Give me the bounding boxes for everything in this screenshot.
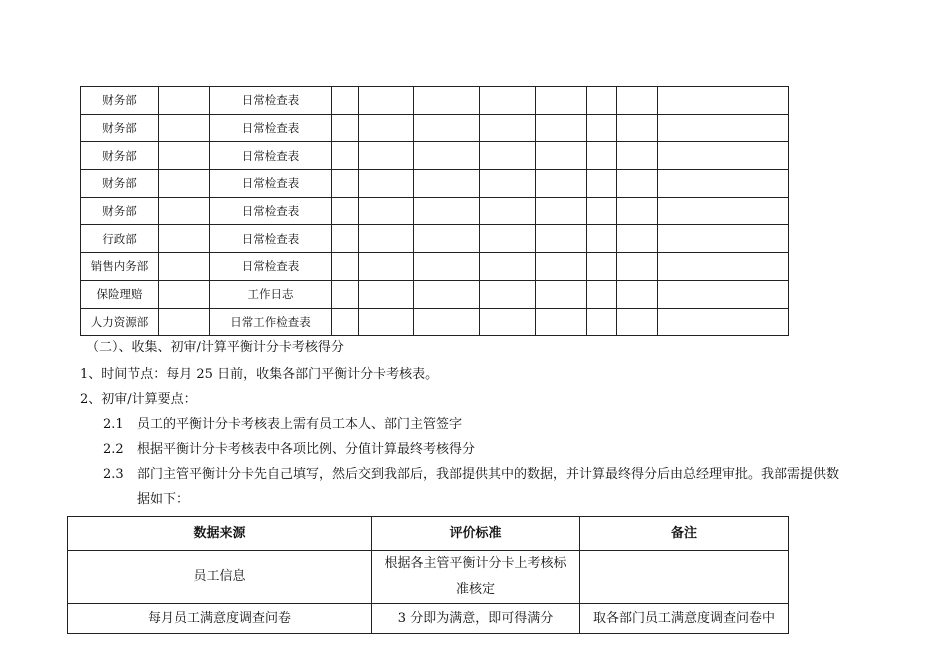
form-name-cell: 日常工作检查表: [210, 308, 332, 336]
empty-cell: [414, 280, 480, 308]
department-cell: 财务部: [81, 87, 159, 115]
department-cell: 财务部: [81, 114, 159, 142]
criteria-line-2: 准核定: [455, 582, 495, 597]
empty-cell: [587, 308, 617, 336]
empty-cell: [536, 225, 587, 253]
empty-cell: [658, 308, 789, 336]
empty-cell: [414, 225, 480, 253]
empty-cell: [587, 142, 617, 170]
empty-cell: [536, 308, 587, 336]
empty-cell: [359, 170, 414, 198]
empty-cell: [414, 114, 480, 142]
table-row: [81, 170, 789, 198]
empty-cell: [359, 308, 414, 336]
item-2: 2、初审/计算要点：: [80, 392, 197, 407]
empty-cell: [658, 87, 789, 115]
section-heading: （二）、收集、初审/计算平衡计分卡考核得分: [86, 340, 344, 355]
empty-cell: [159, 142, 210, 170]
criteria-cell: [372, 551, 580, 604]
empty-cell: [587, 280, 617, 308]
form-name-cell: 工作日志: [210, 280, 332, 308]
empty-cell: [587, 114, 617, 142]
empty-cell: [617, 142, 658, 170]
empty-cell: [536, 114, 587, 142]
form-name-cell: 日常检查表: [210, 253, 332, 281]
empty-cell: [658, 114, 789, 142]
empty-cell: [587, 87, 617, 115]
table-row: [81, 225, 789, 253]
empty-cell: [658, 253, 789, 281]
empty-cell: [617, 308, 658, 336]
empty-cell: [332, 225, 359, 253]
empty-cell: [159, 253, 210, 281]
table-row: [81, 280, 789, 308]
source-cell: 员工信息: [68, 551, 372, 604]
empty-cell: [617, 253, 658, 281]
department-cell: 销售内务部: [81, 253, 159, 281]
empty-cell: [480, 87, 536, 115]
sub-item-2-2-number: 2.2: [103, 442, 124, 457]
empty-cell: [480, 197, 536, 225]
department-cell: 人力资源部: [81, 308, 159, 336]
empty-cell: [332, 253, 359, 281]
empty-cell: [480, 114, 536, 142]
empty-cell: [332, 308, 359, 336]
empty-cell: [658, 225, 789, 253]
empty-cell: [658, 197, 789, 225]
empty-cell: [159, 114, 210, 142]
empty-cell: [332, 280, 359, 308]
empty-cell: [587, 225, 617, 253]
empty-cell: [359, 87, 414, 115]
empty-cell: [587, 253, 617, 281]
empty-cell: [359, 225, 414, 253]
empty-cell: [159, 280, 210, 308]
table-row: [68, 604, 789, 634]
sub-item-2-2-text: 根据平衡计分卡考核表中各项比例、分值计算最终考核得分: [137, 442, 476, 457]
empty-cell: [414, 142, 480, 170]
department-cell: 财务部: [81, 142, 159, 170]
sub-item-2-3-continuation: 据如下：: [137, 492, 190, 507]
table-row: [81, 253, 789, 281]
form-name-cell: 日常检查表: [210, 87, 332, 115]
header-data-source: 数据来源: [68, 517, 372, 551]
sub-item-2-3-number: 2.3: [103, 467, 124, 482]
empty-cell: [414, 170, 480, 198]
table-row: [81, 142, 789, 170]
empty-cell: [536, 253, 587, 281]
empty-cell: [414, 197, 480, 225]
department-cell: 保险理赔: [81, 280, 159, 308]
empty-cell: [617, 87, 658, 115]
empty-cell: [159, 308, 210, 336]
empty-cell: [480, 308, 536, 336]
empty-cell: [536, 197, 587, 225]
empty-cell: [414, 253, 480, 281]
empty-cell: [658, 142, 789, 170]
table-row: [81, 87, 789, 115]
empty-cell: [617, 225, 658, 253]
note-cell: [580, 551, 789, 604]
form-name-cell: 日常检查表: [210, 197, 332, 225]
empty-cell: [617, 197, 658, 225]
empty-cell: [332, 197, 359, 225]
empty-cell: [359, 253, 414, 281]
form-name-cell: 日常检查表: [210, 225, 332, 253]
sub-item-2-3-text: 部门主管平衡计分卡先自己填写，然后交到我部后，我部提供其中的数据，并计算最终得分后由总经理审批。我部需提供数: [137, 467, 840, 482]
empty-cell: [587, 170, 617, 198]
note-cell: 取各部门员工满意度调查问卷中: [580, 604, 789, 634]
empty-cell: [658, 170, 789, 198]
empty-cell: [587, 197, 617, 225]
empty-cell: [359, 114, 414, 142]
source-cell: 每月员工满意度调查问卷: [68, 604, 372, 634]
form-name-cell: 日常检查表: [210, 114, 332, 142]
table-row: [81, 114, 789, 142]
empty-cell: [414, 308, 480, 336]
empty-cell: [617, 114, 658, 142]
header-note: 备注: [580, 517, 789, 551]
sub-item-2-1-text: 员工的平衡计分卡考核表上需有员工本人、部门主管签字: [137, 417, 463, 432]
form-name-cell: 日常检查表: [210, 142, 332, 170]
empty-cell: [480, 253, 536, 281]
empty-cell: [332, 114, 359, 142]
empty-cell: [159, 225, 210, 253]
empty-cell: [536, 280, 587, 308]
table-row: [68, 551, 789, 604]
criteria-line-1: 根据各主管平衡计分卡上考核标: [384, 556, 567, 571]
department-cell: 财务部: [81, 170, 159, 198]
sub-item-2-1-number: 2.1: [103, 417, 124, 432]
empty-cell: [480, 170, 536, 198]
empty-cell: [332, 142, 359, 170]
empty-cell: [536, 170, 587, 198]
criteria-cell: 3 分即为满意，即可得满分: [372, 604, 580, 634]
empty-cell: [480, 142, 536, 170]
empty-cell: [359, 197, 414, 225]
empty-cell: [536, 142, 587, 170]
table-row: [81, 308, 789, 336]
data-source-table: [67, 516, 789, 634]
empty-cell: [159, 170, 210, 198]
empty-cell: [658, 280, 789, 308]
empty-cell: [617, 280, 658, 308]
department-cell: 行政部: [81, 225, 159, 253]
table-header-row: [68, 517, 789, 551]
empty-cell: [359, 280, 414, 308]
empty-cell: [536, 87, 587, 115]
empty-cell: [480, 280, 536, 308]
table-row: [81, 197, 789, 225]
empty-cell: [332, 87, 359, 115]
inspection-form-table: [80, 86, 789, 336]
header-criteria: 评价标准: [372, 517, 580, 551]
empty-cell: [159, 87, 210, 115]
form-name-cell: 日常检查表: [210, 170, 332, 198]
empty-cell: [359, 142, 414, 170]
empty-cell: [414, 87, 480, 115]
empty-cell: [159, 197, 210, 225]
empty-cell: [480, 225, 536, 253]
empty-cell: [617, 170, 658, 198]
empty-cell: [332, 170, 359, 198]
item-1: 1、时间节点：每月 25 日前，收集各部门平衡计分卡考核表。: [80, 367, 439, 382]
department-cell: 财务部: [81, 197, 159, 225]
